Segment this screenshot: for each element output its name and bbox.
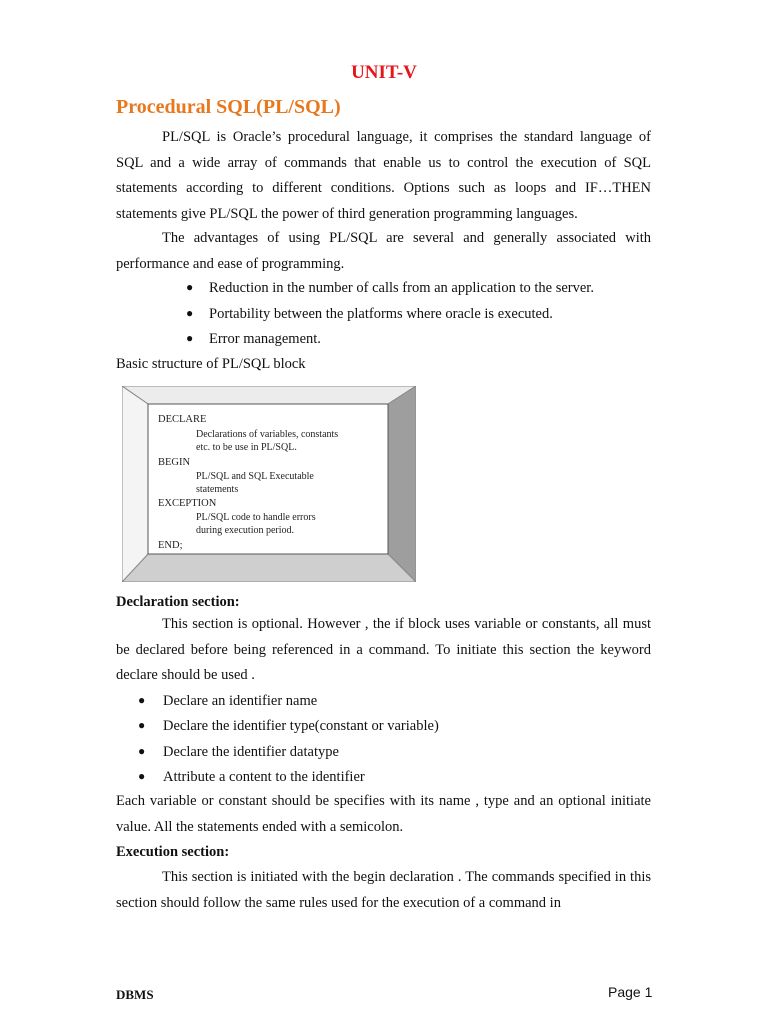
bullet-icon: ● (138, 718, 146, 732)
declaration-item: Declare the identifier type(constant or variable) (163, 718, 439, 734)
advantages-paragraph (116, 226, 651, 277)
code-begin-desc: statements (196, 484, 239, 495)
structure-caption: Basic structure of PL/SQL block (116, 356, 306, 372)
code-exception: EXCEPTION (158, 498, 217, 509)
page-number: Page 1 (608, 984, 653, 1000)
code-declare-desc: etc. to be use in PL/SQL. (196, 442, 297, 453)
declaration-item: Declare the identifier datatype (163, 744, 339, 760)
code-exception-desc: PL/SQL code to handle errors (196, 512, 316, 523)
execution-paragraph (116, 865, 651, 916)
advantage-item: Error management. (209, 331, 321, 347)
advantages-text: The advantages of using PL/SQL are several and generally associated with performance and ease of programming. (116, 230, 651, 272)
declaration-heading: Declaration section: (116, 594, 240, 610)
code-end: END; (158, 540, 183, 551)
declaration-after-paragraph (116, 789, 651, 840)
intro-paragraph (116, 125, 651, 227)
declaration-after-text: Each variable or constant should be specifies with its name , type and an optional initiate value. All the statements ended with a semicolon. (116, 793, 651, 835)
code-declare: DECLARE (158, 414, 207, 425)
code-exception-desc: during execution period. (196, 525, 295, 536)
section-title: Procedural SQL(PL/SQL) (116, 96, 341, 118)
declaration-item: Attribute a content to the identifier (163, 769, 365, 785)
code-begin-desc: PL/SQL and SQL Executable (196, 471, 314, 482)
execution-text: This section is initiated with the begin declaration . The commands specified in this section should follow the same rules used for the execution of a command in (116, 869, 651, 911)
declaration-item: Declare an identifier name (163, 693, 318, 709)
execution-heading: Execution section: (116, 844, 230, 860)
footer-subject: DBMS (116, 987, 154, 1002)
bullet-icon: ● (186, 280, 194, 294)
bullet-icon: ● (138, 769, 146, 783)
bullet-icon: ● (186, 331, 194, 345)
intro-text: PL/SQL is Oracle’s procedural language, it comprises the standard language of SQL and a wide array of commands that enable us to control the execution of SQL statements according to different conditions. Options such as loops and IF…THEN statements give PL/SQL the power of third generation programming languages. (116, 129, 651, 222)
advantage-item: Portability between the platforms where oracle is executed. (209, 306, 553, 322)
code-begin: BEGIN (158, 457, 191, 468)
advantage-item: Reduction in the number of calls from an application to the server. (209, 280, 594, 296)
declaration-paragraph (116, 612, 651, 689)
unit-title: UNIT-V (351, 62, 417, 83)
bullet-icon: ● (138, 693, 146, 707)
code-declare-desc: Declarations of variables, constants (196, 429, 339, 440)
declaration-text: This section is optional. However , the if block uses variable or constants, all must be declared before being referenced in a command. To initiate this section the keyword declare should be used . (116, 616, 651, 683)
bullet-icon: ● (138, 744, 146, 758)
bullet-icon: ● (186, 306, 194, 320)
